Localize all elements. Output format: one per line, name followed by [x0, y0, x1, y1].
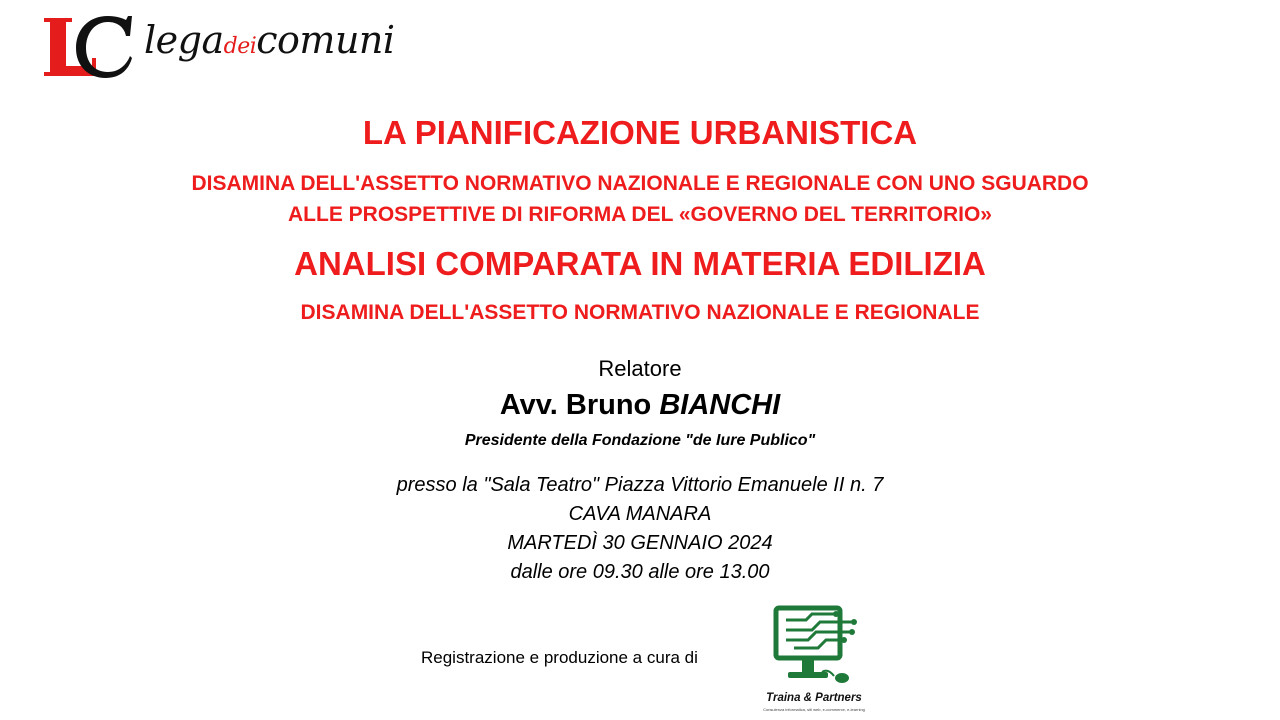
venue-address: presso la "Sala Teatro" Piazza Vittorio Emanuele II n. 7 [396, 474, 884, 496]
credits-text: Registrazione e produzione a cura di [421, 648, 698, 667]
partner-tagline: Consulenza informatica, siti web, e-commerce, e-learning [763, 707, 865, 712]
second-subtitle: DISAMINA DELL'ASSETTO NORMATIVO NAZIONALE E REGIONALE [300, 301, 980, 324]
lega-dei-comuni-logo [42, 14, 442, 86]
venue-city: CAVA MANARA [568, 503, 712, 525]
computer-circuit-icon [772, 602, 858, 690]
partner-name: Traina & Partners [766, 692, 862, 704]
event-time: dalle ore 09.30 alle ore 13.00 [510, 561, 770, 583]
logo-word-comuni: comuni [256, 18, 395, 62]
speaker-first-name: Avv. Bruno [499, 389, 660, 421]
second-title: ANALISI COMPARATA IN MATERIA EDILIZIA [294, 245, 986, 282]
logo-word-dei: dei [223, 34, 257, 59]
lc-logo-mark [42, 14, 134, 80]
speaker-label: Relatore [598, 356, 682, 381]
traina-partners-logo [752, 600, 876, 718]
logo-word-lega: lega [144, 18, 224, 62]
logo-wordmark [144, 18, 395, 62]
main-subtitle-line1: DISAMINA DELL'ASSETTO NORMATIVO NAZIONALE E REGIONALE CON UNO SGUARDO [191, 172, 1089, 195]
event-date: MARTEDÌ 30 GENNAIO 2024 [507, 532, 773, 554]
main-subtitle-line2: ALLE PROSPETTIVE DI RIFORMA DEL «GOVERNO DEL TERRITORIO» [288, 203, 992, 226]
speaker-surname: BIANCHI [659, 389, 781, 421]
speaker-role: Presidente della Fondazione "de Iure Publico" [464, 432, 816, 449]
speaker-name [0, 389, 1280, 422]
main-title: LA PIANIFICAZIONE URBANISTICA [362, 114, 918, 151]
